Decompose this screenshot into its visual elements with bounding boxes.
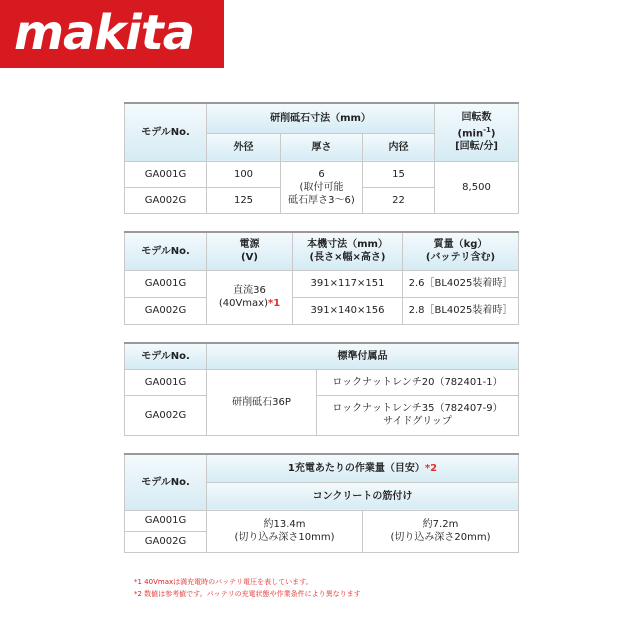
work-value-cell: 約13.4m (切り込み深さ10mm): [207, 510, 363, 552]
model-cell: GA002G: [125, 531, 207, 552]
model-header: モデルNo.: [125, 343, 207, 369]
model-header: モデルNo.: [125, 232, 207, 270]
accessory-cell: ロックナットレンチ35（782407-9） サイドグリップ: [317, 395, 519, 435]
model-cell: GA001G: [125, 510, 207, 531]
work-per-charge-table: [124, 453, 519, 553]
accessories-table: [124, 342, 519, 436]
outer-diameter-cell: 100: [207, 161, 281, 187]
model-cell: GA001G: [125, 161, 207, 187]
power-header: 電源 (V): [207, 232, 293, 270]
mass-cell: 2.8［BL4025装着時］: [403, 297, 519, 324]
power-cell: 直流36 (40Vmax)*1: [207, 270, 293, 324]
size-cell: 391×117×151: [293, 270, 403, 297]
model-cell: GA002G: [125, 297, 207, 324]
size-cell: 391×140×156: [293, 297, 403, 324]
footnote-2: *2 数値は参考値です。バッテリの充電状態や作業条件により異なります: [134, 590, 361, 598]
model-header: モデルNo.: [125, 103, 207, 161]
thickness-header: 厚さ: [281, 133, 363, 161]
accessories-header: 標準付属品: [207, 343, 519, 369]
thickness-cell: 6 (取付可能 砥石厚さ3〜6): [281, 161, 363, 213]
body-spec-table: [124, 231, 519, 325]
footnotes: [134, 576, 361, 600]
wheel-spec-table: [124, 102, 519, 214]
outer-diameter-header: 外径: [207, 133, 281, 161]
inner-diameter-cell: 22: [363, 187, 435, 213]
work-header: 1充電あたりの作業量（目安）*2: [207, 454, 519, 482]
footnote-1: *1 40Vmaxは満充電時のバッテリ電圧を表しています。: [134, 578, 313, 586]
model-cell: GA001G: [125, 270, 207, 297]
inner-diameter-cell: 15: [363, 161, 435, 187]
logo-text: makita: [14, 5, 195, 61]
concrete-scoring-header: コンクリートの筋付け: [207, 482, 519, 510]
common-accessory-cell: 研削砥石36P: [207, 369, 317, 435]
note-2-mark: *2: [424, 462, 438, 474]
outer-diameter-cell: 125: [207, 187, 281, 213]
note-1-mark: *1: [267, 298, 281, 309]
rpm-cell: 8,500: [435, 161, 519, 213]
wheel-size-header: 研削砥石寸法（mm）: [207, 103, 435, 133]
inner-diameter-header: 内径: [363, 133, 435, 161]
size-header: 本機寸法（mm） (長さ×幅×高さ): [293, 232, 403, 270]
rpm-header: 回転数 $(\min^{-1})$ [回転/分]: [435, 103, 519, 161]
work-value-cell: 約7.2m (切り込み深さ20mm): [363, 510, 519, 552]
model-cell: GA002G: [125, 187, 207, 213]
accessory-cell: ロックナットレンチ20（782401-1）: [317, 369, 519, 395]
model-header: モデルNo.: [125, 454, 207, 510]
model-cell: GA002G: [125, 395, 207, 435]
model-cell: GA001G: [125, 369, 207, 395]
makita-logo: [0, 0, 224, 68]
mass-header: 質量（kg） (バッテリ含む): [403, 232, 519, 270]
mass-cell: 2.6［BL4025装着時］: [403, 270, 519, 297]
